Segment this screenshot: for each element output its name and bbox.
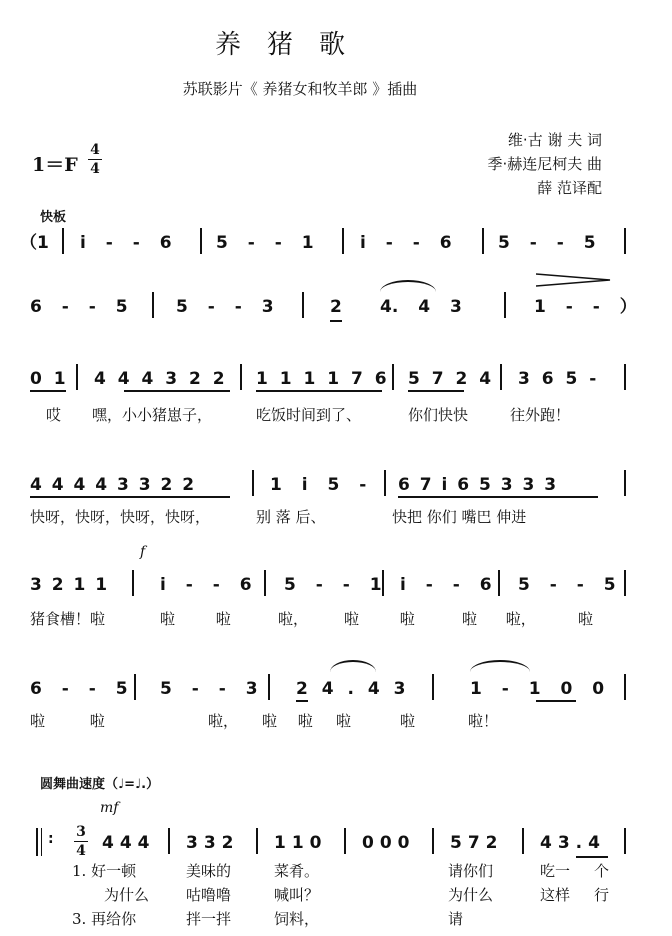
measure: 0 1 [30, 369, 66, 389]
measure: 4 4 4 3 2 2 [94, 369, 225, 389]
lyric: 为什么 [104, 886, 150, 904]
measure: 444 [102, 833, 156, 853]
lyric: 哎 [46, 406, 62, 424]
lyric: 别 落 后、 [256, 508, 326, 526]
measure: 3 6 5 - [518, 369, 597, 389]
lyric: 啦 [400, 712, 416, 730]
lyric: 啦！ [468, 712, 499, 730]
measure: 4. 4 3 [380, 297, 462, 317]
lyric: 你们快快 [408, 406, 469, 424]
measure: 1 - - ） [534, 297, 637, 317]
measure: 572 [450, 833, 504, 853]
measure: i - - 6 [80, 233, 172, 253]
time-signature-top: 4 [90, 142, 100, 158]
song-subtitle: 苏联影片《 养猪女和牧羊郎 》插曲 [182, 80, 418, 98]
credit-translator: 薛 范译配 [537, 179, 602, 197]
lyric: 美味的 [186, 862, 232, 880]
measure: 5 - - 1 [284, 575, 382, 595]
repeat-dots: : [48, 831, 54, 847]
section-marking: 圆舞曲速度（♩=♩.） [40, 777, 160, 792]
song-title: 养猪歌 [214, 30, 371, 60]
measure: 5 - - 1 [216, 233, 314, 253]
time-signature-bottom: 4 [76, 843, 86, 859]
lyric: 快呀，快呀，快呀，快呀， [30, 508, 211, 526]
tempo-marking: 快板 [40, 210, 67, 225]
lyric: 猪食槽！啦 [30, 610, 106, 628]
measure: 1 1 1 1 7 6 [256, 369, 387, 389]
lyric: 为什么 [448, 886, 494, 904]
crescendo-icon [536, 272, 612, 288]
measure: 2 [330, 297, 342, 317]
lyric: 啦， [208, 712, 239, 730]
measure: 6 - - 5 [30, 679, 128, 699]
measure: 5 7 2 4 [408, 369, 492, 389]
dynamic-marking: f [140, 544, 146, 560]
measure: 3 2 1 1 [30, 575, 108, 595]
lyric: 行 [594, 886, 610, 904]
measure: 5 - - 3 [160, 679, 258, 699]
measure: （1 [20, 233, 49, 253]
lyric: 啦 [578, 610, 594, 628]
measure: 6 - - 5 [30, 297, 128, 317]
lyric: 嘿，小小猪崽子， [92, 406, 213, 424]
measure: 000 [362, 833, 416, 853]
lyric: 咕噜噜 [186, 886, 232, 904]
credit-composer: 季·赫连尼柯夫 曲 [487, 155, 602, 173]
measure: 43.4 [540, 833, 606, 853]
lyric: 喊叫？ [274, 886, 320, 904]
waltz-time-signature [74, 824, 88, 859]
lyric: 3. 再给你 [72, 910, 137, 928]
lyric: 往外跑！ [510, 406, 571, 424]
lyric: 请你们 [448, 862, 494, 880]
lyric: 啦 啦 [344, 610, 415, 628]
lyric: 吃一 [540, 862, 571, 880]
lyric: 啦 啦， [462, 610, 536, 628]
measure: 5 - - 3 [176, 297, 274, 317]
credits [487, 128, 602, 200]
lyric: 饲料， [274, 910, 320, 928]
lyric: 吃饭时间到了、 [256, 406, 362, 424]
lyric: 个 [594, 862, 610, 880]
lyric: 啦 啦 [30, 712, 105, 730]
key-signature: 1＝F [32, 154, 78, 176]
time-signature-bottom: 4 [90, 161, 100, 177]
measure: 1 - 1 0 0 [470, 679, 605, 699]
measure: 332 [186, 833, 240, 853]
lyric: 请 [448, 910, 464, 928]
measure: 110 [274, 833, 328, 853]
lyric: 啦 啦 [160, 610, 231, 628]
time-signature [88, 142, 102, 177]
lyric: 这样 [540, 886, 571, 904]
credit-lyricist: 维·古 谢 夫 词 [507, 131, 602, 149]
measure: 1 i 5 - [270, 475, 367, 495]
measure: 2 4 . 4 3 [296, 679, 406, 699]
lyric: 菜肴。 [274, 862, 320, 880]
measure: i - - 6 [360, 233, 452, 253]
measure: 6 7 i 6 5 3 3 3 [398, 475, 557, 495]
lyric: 1. 好一顿 [72, 862, 137, 880]
time-signature-top: 3 [76, 824, 86, 840]
measure: 5 - - 5 [518, 575, 616, 595]
lyric: 啦 [336, 712, 352, 730]
measure: i - - 6 [160, 575, 252, 595]
measure: i - - 6 [400, 575, 492, 595]
measure: 5 - - 5 [498, 233, 596, 253]
measure: 4 4 4 4 3 3 2 2 [30, 475, 195, 495]
lyric: 拌一拌 [186, 910, 232, 928]
dynamic-marking: mf [100, 800, 119, 816]
lyric: 啦 啦 [262, 712, 313, 730]
lyric: 快把 你们 嘴巴 伸进 [392, 508, 527, 526]
lyric: 啦， [278, 610, 309, 628]
